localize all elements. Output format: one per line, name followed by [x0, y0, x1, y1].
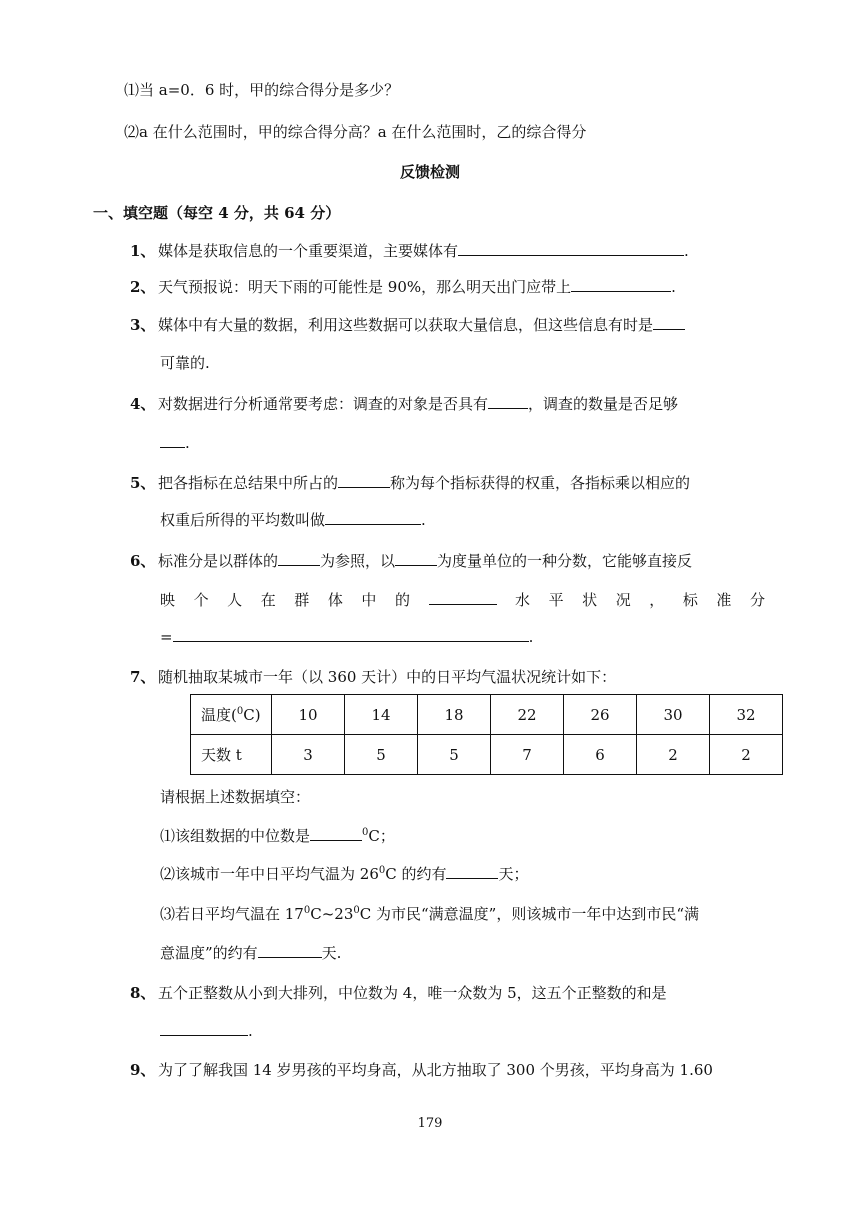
question-8 — [130, 983, 667, 1003]
punctuation: . — [684, 242, 689, 260]
answer-blank[interactable] — [278, 551, 320, 566]
question-number: 7、 — [130, 668, 156, 686]
question-number: 6、 — [130, 552, 156, 570]
char: 个 — [193, 591, 209, 609]
question-number: 9、 — [130, 1061, 156, 1079]
table-cell: 6 — [564, 735, 637, 775]
char: 标 — [682, 591, 698, 609]
question-number: 1、 — [130, 242, 156, 260]
question-7-prompt: 请根据上述数据填空： — [160, 788, 311, 806]
part1-heading: 一、填空题（每空 4 分，共 64 分） — [93, 204, 341, 222]
question-4-cont — [160, 433, 190, 453]
question-7-sub3 — [160, 904, 699, 924]
question-text: ，调查的数量是否足够 — [528, 395, 679, 413]
question-text: 为参照，以 — [320, 552, 396, 570]
question-text: C~23 — [310, 905, 354, 923]
char: 中 — [361, 591, 377, 609]
char: 人 — [227, 591, 243, 609]
question-text: 把各指标在总结果中所占的 — [158, 474, 339, 492]
question-text: 对数据进行分析通常要考虑：调查的对象是否具有 — [158, 395, 489, 413]
answer-blank[interactable] — [488, 394, 528, 409]
table-cell: 32 — [710, 695, 783, 735]
question-5-cont — [160, 510, 426, 530]
char: 平 — [548, 591, 564, 609]
table-cell: 30 — [637, 695, 710, 735]
equals-sign: = — [160, 628, 173, 646]
table-cell: 5 — [418, 735, 491, 775]
question-text: 意温度”的约有 — [160, 944, 258, 962]
question-text: 为度量单位的一种分数，它能够直接反 — [437, 552, 693, 570]
table-cell: 10 — [272, 695, 345, 735]
punctuation: . — [528, 628, 534, 646]
punctuation: . — [671, 278, 676, 296]
table-cell: 18 — [418, 695, 491, 735]
answer-blank[interactable] — [338, 473, 390, 488]
question-number: 4、 — [130, 395, 156, 413]
table-cell: 2 — [637, 735, 710, 775]
question-text: 权重后所得的平均数叫做 — [160, 511, 326, 529]
question-text: 媒体中有大量的数据，利用这些数据可以获取大量信息，但这些信息有时是 — [158, 316, 654, 334]
question-3 — [130, 315, 685, 335]
question-4 — [130, 394, 678, 414]
question-6-line2 — [160, 590, 765, 610]
question-8-cont — [160, 1021, 253, 1041]
part-question-2: ⑵a 在什么范围时，甲的综合得分高？a 在什么范围时，乙的综合得分 — [124, 123, 587, 141]
question-number: 2、 — [130, 278, 156, 296]
question-7 — [130, 667, 616, 687]
table-header-days: 天数 t — [191, 735, 272, 775]
table-header-temperature: 温度($^0$C) — [191, 695, 272, 735]
table-cell: 14 — [345, 695, 418, 735]
answer-blank[interactable] — [571, 277, 671, 292]
answer-blank[interactable] — [325, 510, 421, 525]
question-3-cont: 可靠的. — [160, 354, 210, 372]
question-text: 天气预报说：明天下雨的可能性是 90%，那么明天出门应带上 — [158, 278, 572, 296]
table-cell: 26 — [564, 695, 637, 735]
question-5 — [130, 473, 690, 493]
punctuation: . — [185, 434, 190, 452]
question-text: 随机抽取某城市一年（以 360 天计）中的日平均气温状况统计如下： — [158, 668, 617, 686]
question-text: ⑴该组数据的中位数是 — [160, 827, 311, 845]
question-text: 称为每个指标获得的权重，各指标乘以相应的 — [390, 474, 691, 492]
answer-blank[interactable] — [160, 1021, 248, 1036]
question-text: ⑶若日平均气温在 17 — [160, 905, 304, 923]
question-7-sub1 — [160, 826, 395, 846]
superscript: 0 — [378, 865, 386, 876]
question-number: 3、 — [130, 316, 156, 334]
table-cell: 3 — [272, 735, 345, 775]
section-title: 反馈检测 — [399, 163, 460, 181]
question-7-sub3-cont — [160, 943, 341, 963]
answer-blank[interactable] — [310, 826, 362, 841]
answer-blank[interactable] — [429, 590, 497, 605]
question-text: 天； — [498, 865, 529, 883]
answer-blank[interactable] — [395, 551, 437, 566]
question-number: 8、 — [130, 984, 156, 1002]
char: 的 — [394, 591, 410, 609]
question-text: C； — [368, 827, 395, 845]
question-6 — [130, 551, 692, 571]
question-9 — [130, 1060, 713, 1080]
question-2 — [130, 277, 676, 297]
question-6-line3 — [160, 627, 533, 647]
punctuation: . — [248, 1022, 253, 1040]
table-cell: 7 — [491, 735, 564, 775]
question-text: 媒体是获取信息的一个重要渠道，主要媒体有 — [158, 242, 459, 260]
question-7-sub2 — [160, 864, 529, 884]
answer-blank[interactable] — [173, 627, 529, 642]
part-question-1: ⑴当 a=0．6 时，甲的综合得分是多少？ — [124, 81, 400, 99]
answer-blank[interactable] — [458, 241, 684, 256]
char: 水 — [515, 591, 531, 609]
question-number: 5、 — [130, 474, 156, 492]
char: 体 — [327, 591, 343, 609]
char: 分 — [749, 591, 765, 609]
question-text: 天. — [321, 944, 342, 962]
question-text: 为了了解我国 14 岁男孩的平均身高，从北方抽取了 300 个男孩，平均身高为 1.60 — [158, 1061, 713, 1079]
table-row — [191, 695, 783, 735]
char: 在 — [260, 591, 276, 609]
char: 况 — [615, 591, 631, 609]
superscript: 0 — [362, 827, 369, 838]
answer-blank[interactable] — [160, 433, 185, 448]
superscript: 0 — [353, 905, 360, 916]
temperature-table — [190, 694, 783, 775]
punctuation: . — [421, 511, 426, 529]
question-text: 标准分是以群体的 — [158, 552, 279, 570]
question-1 — [130, 241, 689, 261]
table-cell: 5 — [345, 735, 418, 775]
char: 状 — [582, 591, 598, 609]
question-text: ⑵该城市一年中日平均气温为 26 — [160, 865, 379, 883]
answer-blank[interactable] — [653, 315, 685, 330]
char: 准 — [716, 591, 732, 609]
answer-blank[interactable] — [446, 864, 498, 879]
char: 群 — [294, 591, 310, 609]
char: 映 — [160, 591, 176, 609]
superscript: 0 — [303, 905, 311, 916]
table-cell: 22 — [491, 695, 564, 735]
table-row — [191, 735, 783, 775]
question-text: 五个正整数从小到大排列，中位数为 4，唯一众数为 5，这五个正整数的和是 — [158, 984, 667, 1002]
question-text: C 为市民“满意温度”，则该城市一年中达到市民“满 — [359, 905, 700, 923]
question-text: C 的约有 — [385, 865, 447, 883]
answer-blank[interactable] — [258, 943, 322, 958]
table-cell: 2 — [710, 735, 783, 775]
page-number: 179 — [417, 1116, 443, 1131]
char: ， — [649, 591, 665, 609]
